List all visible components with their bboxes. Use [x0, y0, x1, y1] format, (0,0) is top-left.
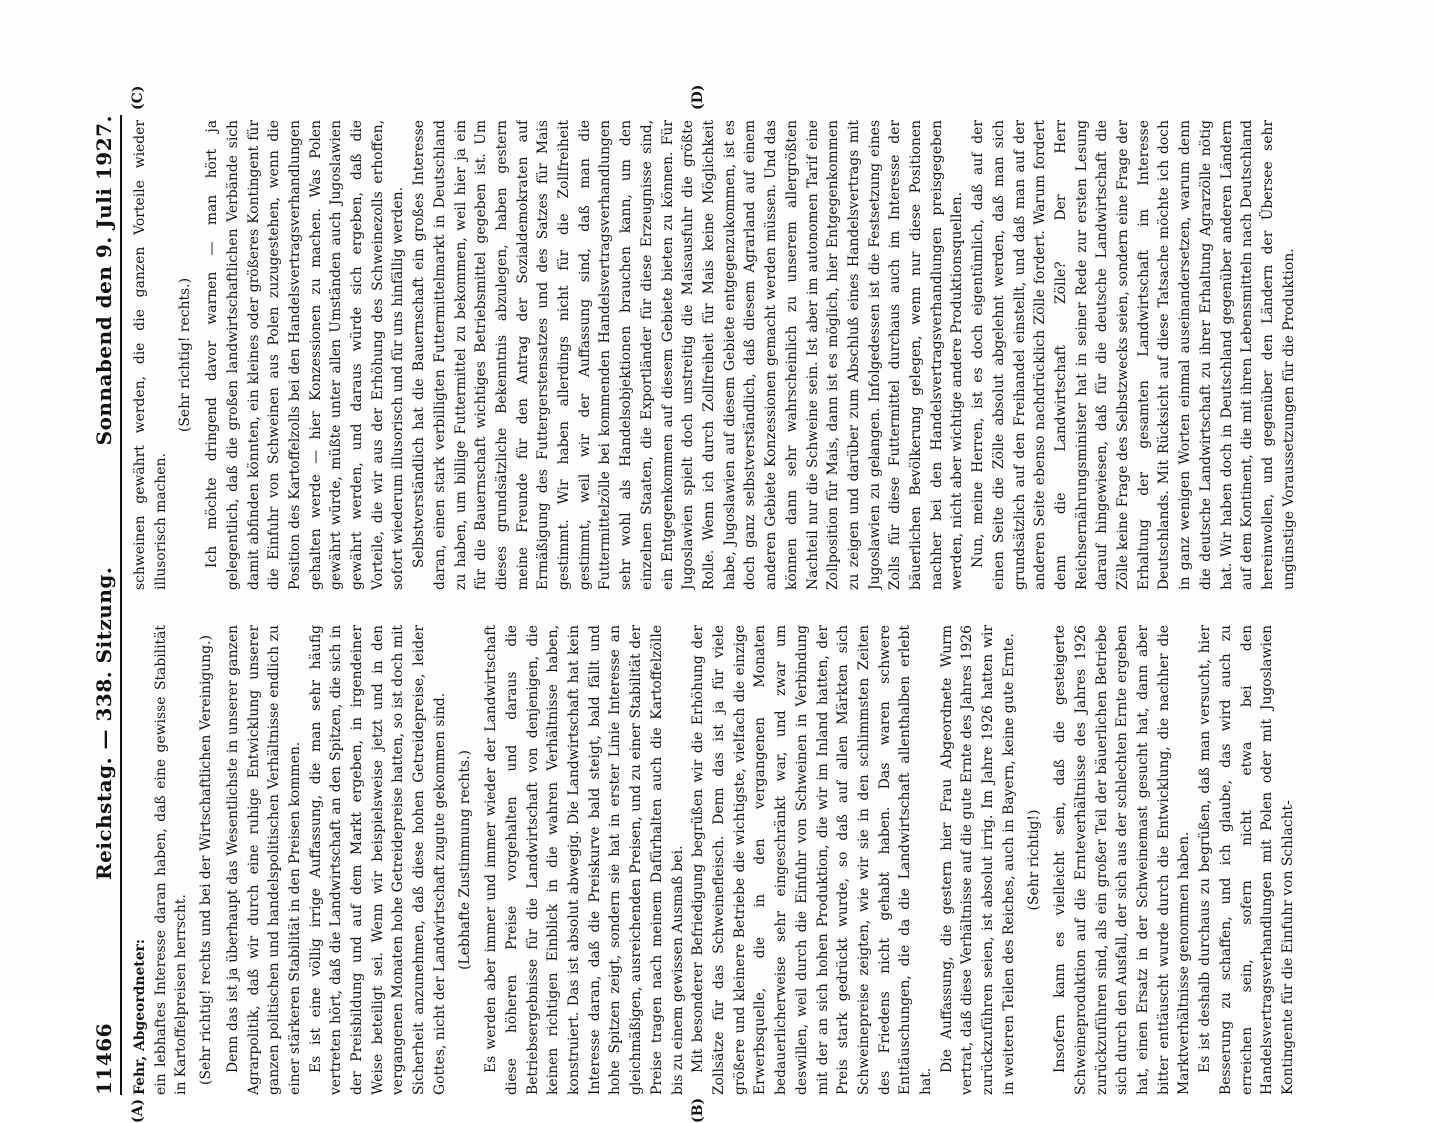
margin-marker-c: (C) — [130, 85, 146, 110]
digitization-credit — [1406, 12, 1428, 982]
paragraph: Es ist eine völlig irrige Auffassung, die man sehr häufig vertreten hört, daß die Landwirtschaft an den Spitzen, die sich in der Preisbildung und auf dem Markt ergeben, in irgendeiner Weise beteiligt sei. Wenn wir beispielsweise jetzt und in den vergangenen Monaten hohe Getreidepreise hatten, so ist doch mit Sicherheit anzunehmen, daß diese hohen Getreidepreise, leider Gottes, nicht der Landwirtschaft zugute gekommen sind. — [307, 625, 448, 1095]
paragraph: Ich möchte dringend davor warnen — man hört ja gelegentlich, daß die großen landwirtschaftlichen Verbände sich damit abfinden könnten, ein kleines oder größeres Kontingent für die Einfuhr von Schweinen aus Polen zuzugestehen, wenn die Position des Kartoffelzolls bei den Handelsvertragsverhandlungen gehalten werde — hier Konzessionen zu machen. Was Polen gewährt würde, müßte unter allen Umständen auch Jugoslawien gewährt werden, und daraus würde sich ergeben, daß die Vorteile, die wir aus der Erhöhung des Schweinezolls erhoffen, sofort wiederum illusorisch und für uns hinfällig werden. — [204, 120, 407, 590]
paragraph: Denn das ist ja überhaupt das Wesentlichste in unserer ganzen Agrarpolitik, daß wir durch eine ruhige Entwicklung unserer ganzen politischen und handelspolitischen Verhältnisse endlich zu einer stärkeren Stabilität in den Preisen kommen. — [224, 625, 303, 1095]
paragraph: Es werden aber immer und immer wieder der Landwirtschaft diese höheren Preise vorgehalten und daraus die Betriebsergebnisse für die Landwirtschaft von denjenigen, die keinen richtigen Einblick in die wahren Verhältnisse haben, konstruiert. Das ist absolut abwegig. Die Landwirtschaft hat kein Interesse daran, daß die Preiskurve bald steigt, bald fällt und hohe Spitzen zeigt, sondern sie hat in erster Linie Interesse an gleichmäßigen, ausreichenden Preisen, und zu einer Stabilität der Preise tragen nach meinem Dafürhalten auch die Kartoffelzölle bis zu einem gewissen Ausmaß bei. — [483, 625, 686, 1095]
margin-marker-d: (D) — [690, 84, 706, 110]
interjection: (Sehr richtig!) — [1025, 809, 1042, 911]
paragraph: schweinen gewährt werden, die die ganzen Vorteile wieder illusorisch machen. — [132, 120, 169, 590]
left-column — [130, 625, 1310, 1095]
paragraph: Nun, meine Herren, ist es doch eigentümlich, daß auf der einen Seite die Zölle absolut abgelehnt werden, daß man sich grundsätzlich auf den Freihandel einstellt, und daß man auf der anderen Seite ebenso nachdrücklich Zölle fordert. Warum fordert denn die Landwirtschaft Zölle? Der Herr Reichsernährungsminister hat in seiner Rede zur ersten Lesung darauf hingewiesen, daß für die deutsche Landwirtschaft die Zölle keine Frage des Selbstzwecks seien, sondern eine Frage der Erhaltung der gesamten Landwirtschaft im Interesse Deutschlands. Mit Rücksicht auf diese Tatsache möchte ich doch in ganz wenigen Worten einmal auseinandersetzen, warum denn die deutsche Landwirtschaft zu ihrer Erhaltung Agrarzölle nötig hat. Wir haben doch in Deutschland gegenüber anderen Ländern auf dem Kontinent, die mit ihren Lebensmitteln nach Deutschland hereinwollen, und gegenüber den Ländern der Übersee sehr ungünstige Voraussetzungen für die Produktion. — [970, 120, 1297, 590]
paragraph: Selbstverständlich hat die Bauernschaft ein großes Interesse daran, einen stark verbilligten Futtermittelmarkt in Deutschland zu haben, um billige Futtermittel zu bekommen, weil hier ja ein für die Bauernschaft wichtiges Betriebsmittel gegeben ist. Um dieses grundsätzliche Bekenntnis abzulegen, haben gestern meine Freunde für den Antrag der Sozialdemokraten auf Ermäßigung des Futtergerstensatzes und des Satzes für Mais gestimmt. Wir haben allerdings nicht für die Zollfreiheit gestimmt, weil wir der Auffassung sind, daß man die Futtermittelzölle bei kommenden Handelsvertragsverhandlungen sehr wohl als Handelsobjektionen brauchen kann, um den einzelnen Staaten, die Exportländer für diese Erzeugnisse sind, ein Entgegenkommen auf diesem Gebiete bieten zu können. Für Jugoslawien spielt doch unstreitig die Maisausfuhr die größte Rolle. Wenn ich durch Zollfreiheit für Mais keine Möglichkeit habe, Jugoslawien auf diesem Gebiete entgegenzukommen, ist es doch ganz selbstverständlich, daß diesem Agrarland auf einem anderen Gebiete Konzessionen gemacht werden müssen. Und das können dann sehr wahrscheinlich zu unserem allergrößten Nachteil nur die Schweine sein. Ist aber im autonomen Tarif eine Zollposition für Mais, dann ist es möglich, hier Entgegenkommen zu zeigen und darüber zum Abschluß eines Handelsvertrags mit Jugoslawien zu gelangen. Infolgedessen ist die Festsetzung eines Zolls für diese Futtermittel durchaus auch im Interesse der bäuerlichen Bevölkerung gelegen, wenn nur diese Positionen nachher bei den Handelsvertragsverhandlungen preisgegeben werden, nicht aber wichtige andere Produktionsquellen. — [411, 120, 966, 590]
page-number: 11466 — [92, 1022, 116, 1095]
paragraph: Die Auffassung, die gestern hier Frau Abgeordnete Wurm vertrat, daß diese Verhältnisse auf die gute Ernte des Jahres 1926 zurückzuführen seien, ist absolut irrig. Im Jahre 1926 hatten wir in weiteren Teilen des Reiches, auch in Bayern, keine gute Ernte. — [938, 625, 1017, 1095]
page-header — [90, 115, 122, 1095]
interjection: (Sehr richtig! rechts und bei der Wirtschaftlichen Vereinigung.) — [198, 635, 215, 1085]
right-column — [130, 120, 1310, 590]
margin-marker-a: (A) — [130, 1098, 146, 1123]
paragraph: Es ist deshalb durchaus zu begrüßen, daß man versucht, hier Besserung zu schaffen, und ich glaube, das wird auch zu erreichen sein, sofern nicht etwa bei den Handelsvertragsverhandlungen mit Polen oder mit Jugoslawien Kontingente für die Einfuhr von Schlacht- — [1197, 625, 1296, 1095]
paragraph: ein lebhaftes Interesse daran haben, daß eine gewisse Stabilität in Kartoffelpreisen herrscht. — [152, 625, 190, 1095]
rotated-page-content — [90, 84, 1315, 1123]
session-title: Reichstag. — 338. Sitzung. — [92, 566, 116, 880]
paragraph: Insofern kann es vielleicht sein, daß die gesteigerte Schweineproduktion auf die Ernteverhältnisse des Jahres 1926 zurückzuführen sind, als ein großer Teil der bäuerlichen Betriebe sich durch den Ausfall, der sich aus der schlechten Ernte ergeben hat, einen Ersatz in der Schweinemast gesucht hat, dann aber bitter enttäuscht wurde durch die Entwicklung, die nachher die Marktverhältnisse genommen haben. — [1052, 625, 1193, 1095]
interjection: (Sehr richtig! rechts.) — [177, 278, 194, 433]
interjection: (Lebhafte Zustimmung rechts.) — [456, 750, 473, 970]
speaker-name: Fehr, Abgeordneter: — [132, 939, 148, 1095]
margin-marker-b: (B) — [690, 1097, 706, 1123]
paragraph: Mit besonderer Befriedigung begrüßen wir die Erhöhung der Zollsätze für das Schweinefleisch. Denn das ist ja für viele größere und kleinere Betriebe die wichtigste, vielfach die einzige Erwerbsquelle, die in den vergangenen Monaten bedauerlicherweise sehr eingeschränkt war, und zwar um deswillen, weil durch die Einfuhr von Schweinen in Verbindung mit der an sich hohen Produktion, die wir im Inland hatten, der Preis stark gedrückt wurde, so daß auf allen Märkten sich Schweinepreise zeigten, wie wir sie in den schlimmsten Zeiten des Friedens nicht gehabt haben. Das waren schwere Enttäuschungen, die da die Landwirtschaft allenthalben erlebt hat. — [690, 625, 935, 1095]
session-date: Sonnabend den 9. Juli 1927. — [92, 115, 116, 446]
